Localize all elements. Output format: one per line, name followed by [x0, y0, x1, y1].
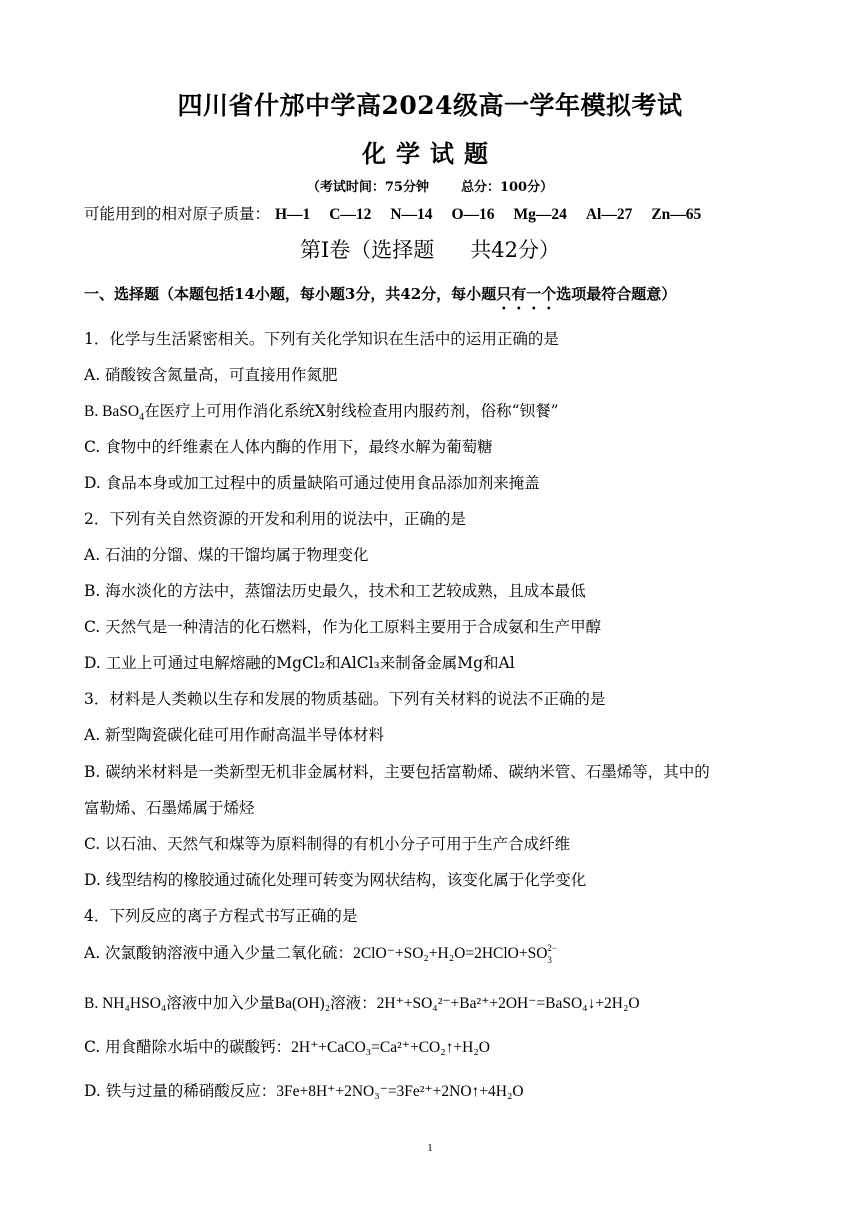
- question-1-option-b: [84, 399, 559, 424]
- atomic-mass-item: H—1: [274, 206, 311, 223]
- question-3-option-d: D. 线型结构的橡胶通过硫化处理可转变为网状结构，该变化属于化学变化: [84, 871, 587, 889]
- question-1-option-c: C. 食物中的纤维素在人体内酶的作用下，最终水解为葡萄糖: [84, 438, 493, 456]
- exam-info: [0, 176, 860, 195]
- question-2-option-b: B. 海水淡化的方法中，蒸馏法历史最久，技术和工艺较成熟，且成本最低: [84, 582, 586, 600]
- question-3-option-c: C. 以石油、天然气和煤等为原料制得的有机小分子可用于生产合成纤维: [84, 835, 571, 853]
- question-2-option-c: C. 天然气是一种清洁的化石燃料，作为化工原料主要用于合成氨和生产甲醇: [84, 618, 602, 636]
- question-1-option-d: D. 食品本身或加工过程中的质量缺陷可通过使用食品添加剂来掩盖: [84, 474, 540, 492]
- question-4-option-c: [84, 1035, 490, 1057]
- atomic-mass-item: N—14: [390, 206, 433, 223]
- option-b-text: B. NH₄HSO₄溶液中加入少量Ba(OH)₂溶液：: [84, 995, 377, 1012]
- question-4-option-d: [84, 1079, 524, 1101]
- option-c-text: C. 用食醋除水垢中的碳酸钙：: [84, 1038, 292, 1056]
- question-3-option-a: A. 新型陶瓷碳化硅可用作耐高温半导体材料: [84, 726, 385, 744]
- option-b-text: 在医疗上可用作消化系统X射线检查用内服药剂，俗称“钡餐”: [144, 402, 559, 420]
- option-c-equation: 2H⁺+CaCO₃=Ca²⁺+CO₂↑+H₂O: [291, 1039, 490, 1056]
- option-a-text: A. 次氯酸钠溶液中通入少量二氧化硫：: [84, 944, 354, 962]
- option-d-text: D. 铁与过量的稀硝酸反应：: [84, 1082, 277, 1100]
- question-2-option-a: A. 石油的分馏、煤的干馏均属于物理变化: [84, 546, 369, 564]
- atomic-mass-item: O—16: [451, 206, 495, 223]
- exam-time: （考试时间：75分钟: [306, 180, 429, 195]
- total-score: 总分：100分）: [460, 180, 554, 195]
- question-4-option-b: [84, 991, 640, 1013]
- question-3-stem: 3．材料是人类赖以生存和发展的物质基础。下列有关材料的说法不正确的是: [84, 690, 606, 708]
- option-d-equation: 3Fe+8H⁺+2NO₃⁻=3Fe²⁺+2NO↑+4H₂O: [276, 1083, 524, 1100]
- instr-emphasis: 只有一个: [496, 285, 557, 303]
- page-number: 1: [427, 1142, 433, 1154]
- atomic-mass-line: [84, 202, 715, 224]
- atomic-mass-item: C—12: [329, 206, 372, 223]
- question-1-option-a: A. 硝酸铵含氮量高，可直接用作氮肥: [84, 366, 338, 384]
- option-b-subscript: 4: [139, 412, 145, 424]
- atomic-mass-item: Zn—65: [651, 206, 702, 223]
- subject-title: 化学试题: [362, 139, 498, 168]
- instr-after: 选项最符合题意）: [556, 285, 677, 303]
- section-heading: [0, 234, 860, 264]
- sulfite-charge: 2− 3: [547, 943, 557, 965]
- question-3-option-b-line2: 富勒烯、石墨烯属于烯烃: [84, 799, 255, 817]
- choice-instructions: [84, 283, 676, 313]
- exam-title: 四川省什邡中学高2024级高一学年模拟考试: [177, 91, 683, 120]
- atomic-mass-item: Al—27: [585, 206, 633, 223]
- instr-before: 一、选择题（本题包括14小题，每小题3分，共42分，每小题: [84, 285, 497, 303]
- question-4-stem: 4．下列反应的离子方程式书写正确的是: [84, 907, 358, 925]
- question-4-option-a: [84, 941, 557, 965]
- question-3-option-b-line1: B. 碳纳米材料是一类新型无机非金属材料，主要包括富勒烯、碳纳米管、石墨烯等，其中的: [84, 763, 710, 781]
- option-a-equation: 2ClO⁻+SO₂+H₂O=2HClO+SO: [353, 945, 548, 962]
- atomic-mass-label: 可能用到的相对原子质量：: [84, 205, 271, 223]
- option-b-equation: 2H⁺+SO₄²⁻+Ba²⁺+2OH⁻=BaSO₄↓+2H₂O: [376, 995, 640, 1012]
- option-b-formula: B. BaSO: [84, 403, 140, 420]
- question-2-option-d: D. 工业上可通过电解熔融的MgCl₂和AlCl₃来制备金属Mg和Al: [84, 654, 515, 672]
- section-heading-left: 第I卷（选择题: [299, 238, 435, 262]
- question-1-stem: 1．化学与生活紧密相关。下列有关化学知识在生活中的运用正确的是: [84, 330, 559, 348]
- atomic-mass-item: Mg—24: [513, 206, 567, 223]
- section-heading-right: 共42分）: [470, 238, 561, 262]
- question-2-stem: 2．下列有关自然资源的开发和利用的说法中，正确的是: [84, 510, 466, 528]
